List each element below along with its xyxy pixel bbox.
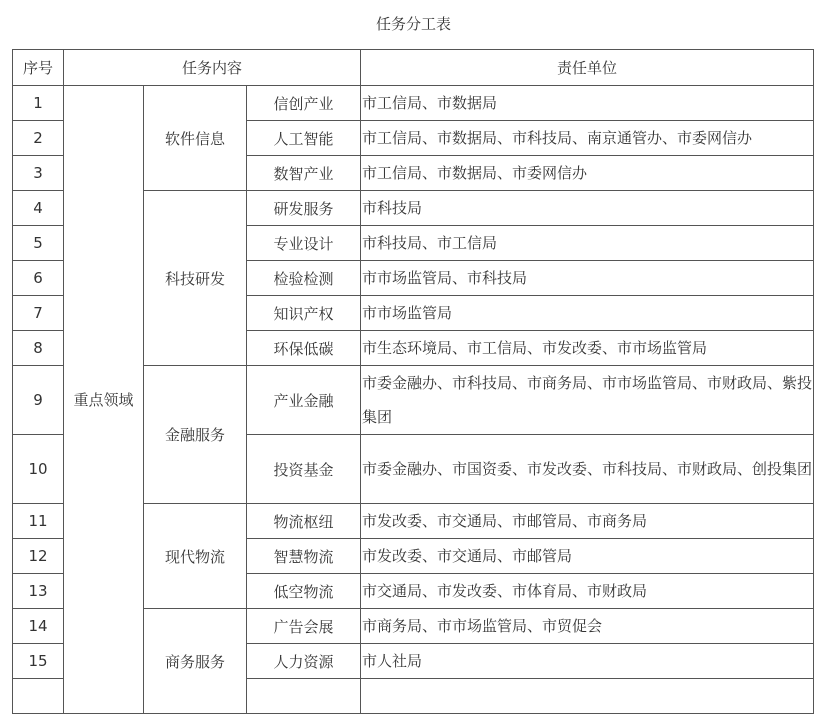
row-number: 3: [13, 156, 64, 191]
row-number: 6: [13, 261, 64, 296]
unit-cell: 市商务局、市市场监管局、市贸促会: [361, 609, 814, 644]
unit-cell: 市生态环境局、市工信局、市发改委、市市场监管局: [361, 331, 814, 366]
task-cell: 人力资源: [247, 644, 361, 679]
task-cell: 低空物流: [247, 574, 361, 609]
row-number: 4: [13, 191, 64, 226]
task-cell: 数智产业: [247, 156, 361, 191]
field-cell: 重点领域: [64, 86, 144, 714]
table-row: [13, 86, 814, 121]
row-number: 1: [13, 86, 64, 121]
unit-cell: 市科技局、市工信局: [361, 226, 814, 261]
unit-cell: [361, 679, 814, 714]
row-number: 8: [13, 331, 64, 366]
task-cell: 物流枢纽: [247, 504, 361, 539]
row-number: 12: [13, 539, 64, 574]
task-cell: 环保低碳: [247, 331, 361, 366]
header-content: 任务内容: [64, 50, 361, 86]
row-number: 14: [13, 609, 64, 644]
unit-cell: 市科技局: [361, 191, 814, 226]
task-cell: 知识产权: [247, 296, 361, 331]
group-cell: 软件信息: [144, 86, 247, 191]
group-cell: 科技研发: [144, 191, 247, 366]
row-number: 15: [13, 644, 64, 679]
unit-cell: 市市场监管局: [361, 296, 814, 331]
task-cell: 产业金融: [247, 366, 361, 435]
unit-cell: 市工信局、市数据局: [361, 86, 814, 121]
task-cell: [247, 679, 361, 714]
row-number: 9: [13, 366, 64, 435]
task-cell: 信创产业: [247, 86, 361, 121]
table-header-row: [13, 50, 814, 86]
task-cell: 检验检测: [247, 261, 361, 296]
task-cell: 专业设计: [247, 226, 361, 261]
group-cell: 商务服务: [144, 609, 247, 714]
task-cell: 广告会展: [247, 609, 361, 644]
row-number: [13, 679, 64, 714]
table-title: 任务分工表: [375, 15, 451, 33]
row-number: 7: [13, 296, 64, 331]
row-number: 5: [13, 226, 64, 261]
row-number: 10: [13, 435, 64, 504]
unit-cell: 市发改委、市交通局、市邮管局: [361, 539, 814, 574]
group-cell: 现代物流: [144, 504, 247, 609]
header-seq: 序号: [13, 50, 64, 86]
row-number: 2: [13, 121, 64, 156]
unit-cell: 市委金融办、市国资委、市发改委、市科技局、市财政局、创投集团: [361, 435, 814, 504]
header-unit: 责任单位: [361, 50, 814, 86]
task-division-table: [12, 49, 814, 714]
task-cell: 人工智能: [247, 121, 361, 156]
group-cell: 金融服务: [144, 366, 247, 504]
task-cell: 智慧物流: [247, 539, 361, 574]
unit-cell: 市市场监管局、市科技局: [361, 261, 814, 296]
unit-cell: 市发改委、市交通局、市邮管局、市商务局: [361, 504, 814, 539]
task-cell: 投资基金: [247, 435, 361, 504]
unit-cell: 市工信局、市数据局、市委网信办: [361, 156, 814, 191]
unit-cell: 市交通局、市发改委、市体育局、市财政局: [361, 574, 814, 609]
row-number: 11: [13, 504, 64, 539]
unit-cell: 市委金融办、市科技局、市商务局、市市场监管局、市财政局、紫投集团: [361, 366, 814, 435]
task-cell: 研发服务: [247, 191, 361, 226]
unit-cell: 市工信局、市数据局、市科技局、南京通管办、市委网信办: [361, 121, 814, 156]
unit-cell: 市人社局: [361, 644, 814, 679]
row-number: 13: [13, 574, 64, 609]
